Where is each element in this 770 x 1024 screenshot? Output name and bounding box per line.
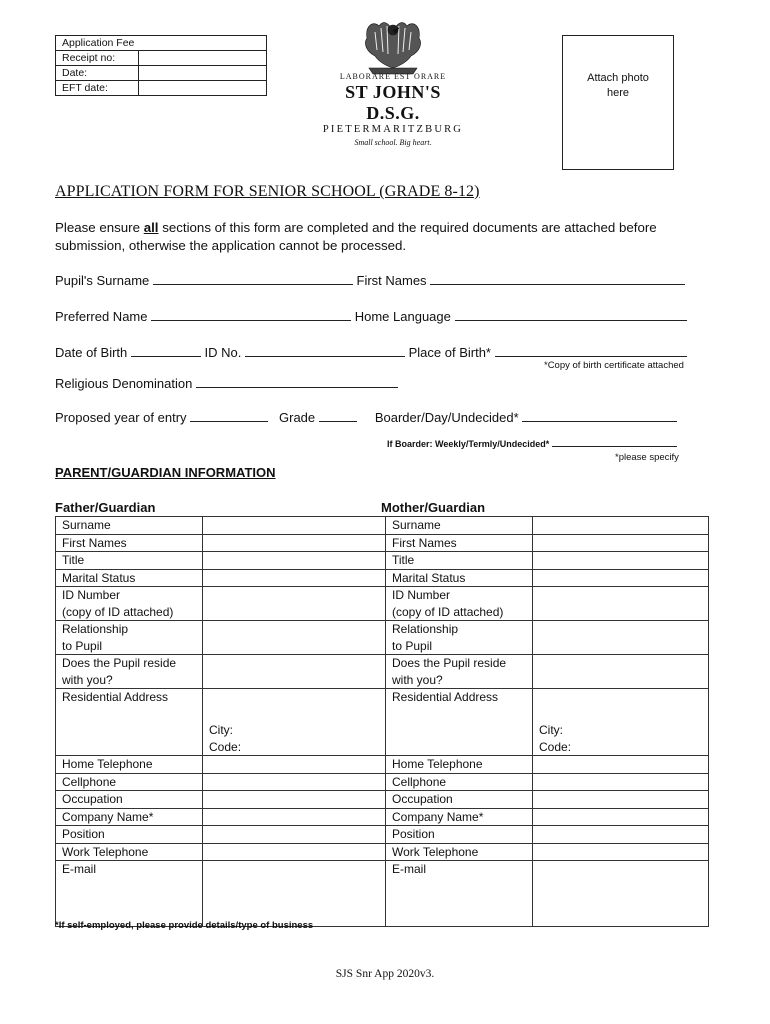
boarder-label: Boarder/Day/Undecided* xyxy=(374,410,519,425)
code-label: Code: xyxy=(209,739,242,754)
pupil-surname-label: Pupil's Surname xyxy=(55,273,150,288)
place-of-birth-label: Place of Birth* xyxy=(408,345,491,360)
with-you-text: with you? xyxy=(392,672,443,687)
table-row xyxy=(56,861,709,927)
boarder-type-field[interactable] xyxy=(552,437,677,447)
mother-occupation-field[interactable] xyxy=(533,791,709,809)
mother-company-label: Company Name* xyxy=(386,808,533,826)
intro-after: sections of this form are completed and the required documents are attached before submission, otherwise the application cannot be processed. xyxy=(55,220,657,253)
school-logo xyxy=(318,18,468,147)
dob-label: Date of Birth xyxy=(55,345,128,360)
mother-position-label: Position xyxy=(386,826,533,844)
boarder-type-row xyxy=(387,437,677,449)
table-row xyxy=(56,621,709,655)
mother-home-tel-field[interactable] xyxy=(533,756,709,774)
first-names-label: First Names xyxy=(356,273,427,288)
father-email-label: E-mail xyxy=(56,861,203,927)
code-label: Code: xyxy=(539,739,572,754)
father-first-names-field[interactable] xyxy=(203,534,386,552)
reside-text: Does the Pupil reside xyxy=(62,656,177,670)
id-number-text: ID Number xyxy=(62,588,121,602)
table-row xyxy=(56,689,709,756)
religion-field[interactable] xyxy=(196,373,398,388)
to-pupil-text: to Pupil xyxy=(392,638,433,653)
father-title-label: Title xyxy=(56,552,203,570)
table-row xyxy=(56,587,709,621)
office-use-table xyxy=(55,35,267,96)
father-cell-field[interactable] xyxy=(203,773,386,791)
mother-email-label: E-mail xyxy=(386,861,533,927)
table-row xyxy=(56,756,709,774)
mother-home-tel-label: Home Telephone xyxy=(386,756,533,774)
mother-title-label: Title xyxy=(386,552,533,570)
mother-position-field[interactable] xyxy=(533,826,709,844)
dob-field[interactable] xyxy=(131,342,201,357)
father-id-label xyxy=(56,587,203,621)
mother-relationship-label xyxy=(386,621,533,655)
father-work-tel-label: Work Telephone xyxy=(56,843,203,861)
table-row xyxy=(56,552,709,570)
father-first-names-label: First Names xyxy=(56,534,203,552)
birth-cert-note: *Copy of birth certificate attached xyxy=(544,360,684,371)
table-row xyxy=(56,569,709,587)
boarder-field[interactable] xyxy=(522,407,677,422)
relationship-text: Relationship xyxy=(62,622,129,636)
mother-first-names-label: First Names xyxy=(386,534,533,552)
father-email-field[interactable] xyxy=(203,861,386,927)
father-reside-label xyxy=(56,655,203,689)
table-row xyxy=(56,808,709,826)
date-label: Date: xyxy=(56,66,139,81)
school-slogan: Small school. Big heart. xyxy=(354,138,432,147)
father-marital-field[interactable] xyxy=(203,569,386,587)
intro-emphasis: all xyxy=(143,220,159,235)
father-relationship-field[interactable] xyxy=(203,621,386,655)
mother-work-tel-field[interactable] xyxy=(533,843,709,861)
father-title-field[interactable] xyxy=(203,552,386,570)
father-heading: Father/Guardian xyxy=(55,500,156,515)
table-row xyxy=(56,517,709,535)
mother-relationship-field[interactable] xyxy=(533,621,709,655)
preferred-row xyxy=(55,306,687,324)
table-row xyxy=(56,826,709,844)
id-no-label: ID No. xyxy=(204,345,242,360)
mother-title-field[interactable] xyxy=(533,552,709,570)
photo-box-label: Attach photo here xyxy=(587,72,649,99)
table-row xyxy=(56,791,709,809)
father-occupation-field[interactable] xyxy=(203,791,386,809)
father-home-tel-label: Home Telephone xyxy=(56,756,203,774)
table-row xyxy=(56,655,709,689)
to-pupil-text: to Pupil xyxy=(62,638,103,653)
mother-cell-field[interactable] xyxy=(533,773,709,791)
mother-surname-label: Surname xyxy=(386,517,533,535)
father-address-field[interactable] xyxy=(203,689,386,756)
father-home-tel-field[interactable] xyxy=(203,756,386,774)
father-surname-label: Surname xyxy=(56,517,203,535)
relationship-text: Relationship xyxy=(392,622,459,636)
father-company-label: Company Name* xyxy=(56,808,203,826)
eft-date-field[interactable] xyxy=(139,81,267,96)
father-relationship-label xyxy=(56,621,203,655)
receipt-no-field[interactable] xyxy=(139,51,267,66)
entry-year-field[interactable] xyxy=(190,407,268,422)
mother-company-field[interactable] xyxy=(533,808,709,826)
guardian-table xyxy=(55,516,709,927)
intro-text xyxy=(55,219,715,255)
grade-label: Grade xyxy=(279,410,316,425)
table-row xyxy=(56,773,709,791)
father-reside-field[interactable] xyxy=(203,655,386,689)
form-title: APPLICATION FORM FOR SENIOR SCHOOL (GRADE 8-12) xyxy=(55,183,480,200)
pupil-surname-field[interactable] xyxy=(153,270,353,285)
eft-date-label: EFT date: xyxy=(56,81,139,96)
self-employed-note: *If self-employed, please provide details/type of business xyxy=(55,920,314,931)
parent-section-title: PARENT/GUARDIAN INFORMATION xyxy=(55,465,276,480)
photo-box[interactable] xyxy=(562,35,674,170)
city-label: City: xyxy=(539,723,563,737)
document-footer: SJS Snr App 2020v3. xyxy=(335,968,435,980)
father-id-field[interactable] xyxy=(203,587,386,621)
mother-reside-label xyxy=(386,655,533,689)
school-motto: LABORARE EST ORARE xyxy=(339,72,447,81)
religion-row xyxy=(55,373,398,391)
surname-row xyxy=(55,270,685,288)
id-copy-text: (copy of ID attached) xyxy=(392,604,504,619)
home-language-field[interactable] xyxy=(455,306,687,321)
preferred-name-label: Preferred Name xyxy=(55,309,148,324)
mother-email-field[interactable] xyxy=(533,861,709,927)
date-field[interactable] xyxy=(139,66,267,81)
id-copy-text: (copy of ID attached) xyxy=(62,604,174,619)
preferred-name-field[interactable] xyxy=(151,306,351,321)
table-row xyxy=(56,843,709,861)
eagle-crest-icon xyxy=(353,18,433,76)
mother-address-label: Residential Address xyxy=(386,689,533,756)
mother-id-field[interactable] xyxy=(533,587,709,621)
father-cell-label: Cellphone xyxy=(56,773,203,791)
receipt-no-label: Receipt no: xyxy=(56,51,139,66)
with-you-text: with you? xyxy=(62,672,113,687)
mother-id-label xyxy=(386,587,533,621)
father-position-field[interactable] xyxy=(203,826,386,844)
id-no-field[interactable] xyxy=(245,342,405,357)
home-language-label: Home Language xyxy=(354,309,451,324)
place-of-birth-field[interactable] xyxy=(495,342,687,357)
mother-marital-label: Marital Status xyxy=(386,569,533,587)
religion-label: Religious Denomination xyxy=(55,376,193,391)
table-row xyxy=(56,534,709,552)
father-address-label: Residential Address xyxy=(56,689,203,756)
grade-field[interactable] xyxy=(319,407,357,422)
mother-cell-label: Cellphone xyxy=(386,773,533,791)
father-occupation-label: Occupation xyxy=(56,791,203,809)
dob-row xyxy=(55,342,687,360)
mother-marital-field[interactable] xyxy=(533,569,709,587)
school-name: ST JOHN'S D.S.G. xyxy=(345,82,441,123)
father-surname-field[interactable] xyxy=(203,517,386,535)
id-number-text: ID Number xyxy=(392,588,451,602)
mother-work-tel-label: Work Telephone xyxy=(386,843,533,861)
mother-first-names-field[interactable] xyxy=(533,534,709,552)
mother-occupation-label: Occupation xyxy=(386,791,533,809)
intro-before: Please ensure xyxy=(55,220,144,235)
please-specify-note: *please specify xyxy=(615,452,679,463)
mother-reside-field[interactable] xyxy=(533,655,709,689)
application-fee-label: Application Fee xyxy=(56,36,267,51)
first-names-field[interactable] xyxy=(430,270,685,285)
school-city: PIETERMARITZBURG xyxy=(322,124,464,135)
mother-surname-field[interactable] xyxy=(533,517,709,535)
mother-address-field[interactable] xyxy=(533,689,709,756)
entry-row xyxy=(55,407,677,425)
father-company-field[interactable] xyxy=(203,808,386,826)
father-marital-label: Marital Status xyxy=(56,569,203,587)
mother-heading: Mother/Guardian xyxy=(381,500,486,515)
boarder-type-label: If Boarder: Weekly/Termly/Undecided* xyxy=(387,439,550,449)
entry-year-label: Proposed year of entry xyxy=(55,410,187,425)
reside-text: Does the Pupil reside xyxy=(392,656,507,670)
city-label: City: xyxy=(209,723,233,737)
father-work-tel-field[interactable] xyxy=(203,843,386,861)
father-position-label: Position xyxy=(56,826,203,844)
